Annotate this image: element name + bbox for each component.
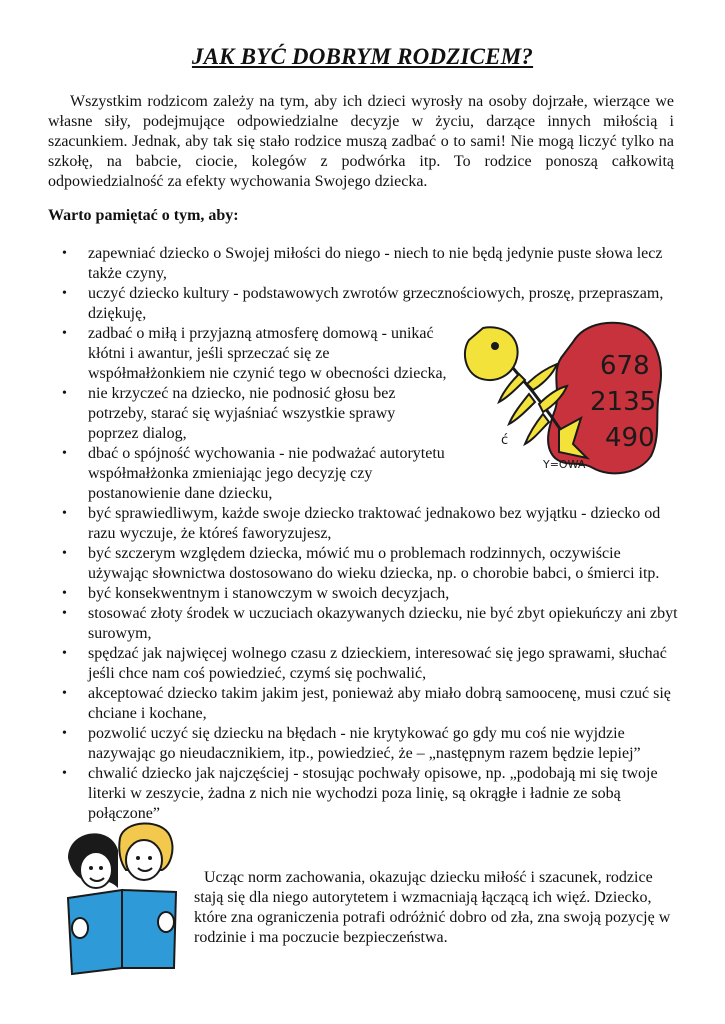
numbers-row-2: 2135	[590, 387, 657, 417]
list-item: • akceptować dziecko takim jakim jest, ponieważ aby miało dobrą samoocenę, musi czuć się chciane i kochane,	[0, 684, 678, 724]
illustration-caption: Y=OWA	[543, 458, 586, 471]
numbers-row-1: 678	[600, 351, 650, 381]
list-item: • zapewniać dziecko o Swojej miłości do niego - niech to nie będą jedynie puste słowa lecz także czyny,	[0, 244, 678, 284]
numbers-row-3: 490	[605, 423, 655, 453]
list-item: • być szczerym względem dziecka, mówić mu o problemach rodzinnych, oczywiście używając słownictwa dostosowano do wieku dziecka, np. o chorobie babci, o śmierci itp.	[0, 544, 678, 584]
page-title: JAK BYĆ DOBRYM RODZICEM?	[191, 44, 534, 69]
list-item: • spędzać jak najwięcej wolnego czasu z dzieckiem, interesować się jego sprawami, słuchać jeśli chce nam coś powiedzieć, czymś się pochwalić,	[0, 644, 678, 684]
list-item: • być konsekwentnym i stanowczym w swoich decyzjach,	[0, 584, 678, 604]
list-item: • nie krzyczeć na dziecko, nie podnosić głosu bez potrzeby, starać się wyjaśniać wszystkie sprawy poprzez dialog,	[0, 384, 448, 444]
fish-skeleton-and-numbers-drawing-icon	[455, 318, 667, 478]
list-item: • dbać o spójność wychowania - nie podważać autorytetu współmałżonka zmieniając jego decyzję czy postanowienie dane dziecku,	[0, 444, 448, 504]
list-item: • chwalić dziecko jak najczęściej - stosując pochwały opisowe, np. „podobają mi się twoje literki w zeszycie, żadna z nich nie wychodzi poza linię, są okrągłe i ładnie ze sobą połączone”	[0, 764, 678, 824]
list-item: • pozwolić uczyć się dziecku na błędach - nie krytykować go gdy mu coś nie wyjdzie nazywając go nieudacznikiem, itp., powiedzieć, że – „następnym razem będzie lepiej”	[0, 724, 678, 764]
list-item: • uczyć dziecko kultury - podstawowych zwrotów grzecznościowych, proszę, przepraszam, dziękuję,	[0, 284, 678, 324]
list-item: • być sprawiedliwym, każde swoje dziecko traktować jednakowo bez wyjątku - dziecko od razu wyczuje, że któreś faworyzujesz,	[0, 504, 678, 544]
list-item: • stosować złoty środek w uczuciach okazywanych dziecku, nie być zbyt opiekuńczy ani zbyt surowym,	[0, 604, 678, 644]
closing-paragraph: Ucząc norm zachowania, okazując dziecku miłość i szacunek, rodzice stają się dla niego autorytetem i wzmacniają łączącą ich więź. Dziecko, które zna ograniczenia potrafi odróżnić dobro od zła, zna swoją pozycję w rodzinie i ma poczucie bezpieczeństwa.	[194, 869, 671, 946]
list-heading: Warto pamiętać o tym, aby:	[48, 207, 239, 224]
children-reading-book-drawing-icon	[58, 818, 188, 978]
illustration-mark: ć	[501, 433, 509, 448]
list-item: • zadbać o miłą i przyjazną atmosferę domową - unikać kłótni i awantur, jeśli sprzeczać się ze współmałżonkiem nie czynić tego w obecności dziecka,	[0, 324, 448, 384]
intro-paragraph: Wszystkim rodzicom zależy na tym, aby ich dzieci wyrosły na osoby dojrzałe, wierzące we własne siły, podejmujące odpowiedzialne decyzje w życiu, darzące innych miłością i szacunkiem. Jednak, aby tak się stało rodzice muszą zadbać o to sami! Nie mogą liczyć tylko na szkołę, na babcie, ciocie, kolegów z podwórka itp. To rodzice ponoszą całkowitą odpowiedzialność za efekty wychowania Swojego dziecka.	[48, 93, 674, 190]
